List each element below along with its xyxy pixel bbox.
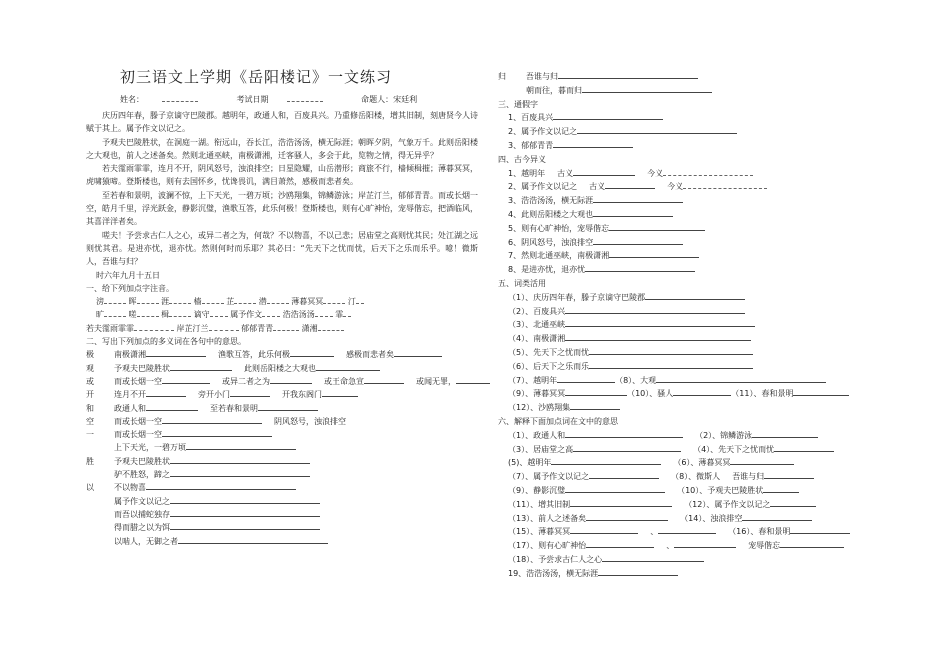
explain-phrase: （2）、锦鳞游泳 — [695, 430, 753, 440]
polysemy-phrase: 或闻无罪， — [416, 376, 456, 386]
answer-blank[interactable] — [742, 512, 812, 521]
explain-phrase: （8）、微斯人 — [671, 472, 721, 482]
answer-blank[interactable] — [605, 180, 655, 189]
polysemy-key: 开 — [86, 390, 94, 400]
answer-blank[interactable] — [593, 236, 683, 245]
jinyi-label: 今义 — [647, 168, 664, 178]
answer-blank[interactable] — [730, 456, 794, 465]
guyi-phrase: 2、属予作文以记之 — [508, 182, 578, 192]
answer-blank[interactable] — [663, 167, 753, 176]
guyi-row — [498, 208, 898, 222]
polysemy-phrase: 或王命急宣 — [324, 376, 364, 386]
guyi-phrase: 3、浩浩汤汤，横无际涯 — [508, 196, 594, 206]
answer-blank[interactable] — [170, 508, 320, 517]
answer-blank[interactable] — [170, 468, 310, 477]
polysemy-phrase: 而或长烟一空 — [114, 376, 162, 386]
answer-blank[interactable] — [553, 111, 663, 120]
answer-blank[interactable] — [565, 387, 627, 396]
answer-blank[interactable] — [645, 291, 745, 300]
guyi-label: 古义 — [557, 168, 574, 178]
guyi-phrase: 7、然则北通巫峡，南极潇湘 — [508, 251, 610, 261]
huoyong-row — [498, 305, 898, 319]
polysemy-row — [86, 388, 478, 401]
answer-blank[interactable] — [683, 180, 767, 189]
answer-blank[interactable] — [586, 512, 668, 521]
polysemy-phrase: 而或长烟一空 — [114, 416, 162, 426]
answer-blank[interactable] — [674, 539, 736, 548]
explain-phrase: （16）、春和景明 — [728, 527, 791, 537]
answer-blank[interactable] — [170, 495, 320, 504]
polysemy-phrase: 上下天光，一碧万顷 — [114, 443, 186, 453]
polysemy-phrase: 吾谁与归 — [526, 72, 558, 81]
polysemy-phrase: 阴风怒号，浊浪排空 — [274, 416, 346, 426]
author-label: 命题人：宋廷利 — [361, 95, 418, 104]
polysemy-row — [86, 455, 478, 468]
answer-blank[interactable] — [557, 374, 615, 383]
answer-blank[interactable] — [170, 362, 232, 371]
answer-blank[interactable] — [658, 525, 716, 534]
date-label: 考试日期 — [237, 95, 341, 104]
section-3-heading: 三、通假字 — [498, 99, 538, 109]
answer-blank[interactable] — [573, 443, 681, 452]
explain-phrase: （15）、薄暮冥冥 — [508, 527, 571, 537]
polysemy-row — [86, 428, 478, 441]
guyi-phrase: 8、是进亦忧，退亦忧 — [508, 265, 586, 275]
answer-blank[interactable] — [570, 525, 638, 534]
answer-blank[interactable] — [146, 348, 206, 357]
answer-blank[interactable] — [780, 539, 844, 548]
answer-blank[interactable] — [589, 470, 659, 479]
answer-blank[interactable] — [586, 539, 654, 548]
tongjia-row — [498, 125, 898, 139]
tongjia-phrase: 2、属予作文以记之 — [508, 127, 578, 137]
answer-blank[interactable] — [565, 318, 755, 327]
answer-blank[interactable] — [290, 348, 334, 357]
passage-paragraph: 予观夫巴陵胜状，在洞庭一湖。衔远山，吞长江，浩浩汤汤，横无际涯；朝晖夕阴，气象万千。此则岳阳楼之大观也，前人之述备矣。然则北通巫峡，南极潇湘，迁客骚人，多会于此，览物之情，得无异乎？ — [86, 137, 478, 160]
answer-blank[interactable] — [558, 70, 698, 79]
polysemy-key: 空 — [86, 416, 94, 426]
answer-blank[interactable] — [551, 456, 661, 465]
guyi-list — [498, 167, 898, 277]
meta-line — [120, 93, 478, 105]
huoyong-row — [498, 401, 898, 415]
polysemy-phrase: 或异二者之为 — [222, 376, 270, 386]
explain-phrase: (5)、越明年 — [508, 458, 552, 468]
answer-blank[interactable] — [316, 362, 380, 371]
answer-blank[interactable] — [793, 387, 849, 396]
answer-blank[interactable] — [146, 402, 198, 411]
tongjia-row — [498, 139, 898, 153]
explain-phrase: （18）、予尝求古仁人之心 — [508, 554, 603, 564]
polysemy-key: 极 — [86, 350, 94, 360]
polysemy-phrase: 予观夫巴陵胜状 — [114, 363, 170, 373]
jinyi-label: 今义 — [667, 182, 684, 192]
answer-blank[interactable] — [790, 525, 850, 534]
polysemy-row — [86, 535, 478, 548]
huoyong-phrase: （4）、南极潇湘 — [508, 334, 566, 344]
date-line: 时六年九月十五日 — [96, 270, 160, 280]
polysemy-phrase: 驴不胜怒，蹄之 — [114, 470, 170, 480]
answer-blank[interactable] — [170, 521, 320, 530]
answer-blank[interactable] — [656, 374, 826, 383]
polysemy-row — [86, 441, 478, 454]
explain-phrase: （13）、前人之述备矣 — [508, 513, 587, 523]
polysemy-row — [86, 362, 478, 375]
guyi-row — [498, 167, 898, 181]
answer-blank[interactable] — [394, 348, 442, 357]
huoyong-phrase: （11）、春和景明 — [731, 389, 794, 399]
answer-blank[interactable] — [162, 375, 210, 384]
polysemy-list — [86, 348, 478, 547]
explain-phrase: 宠辱偕忘 — [748, 541, 781, 551]
polysemy-row — [86, 468, 478, 481]
answer-blank[interactable] — [162, 415, 262, 424]
tongjia-list — [498, 111, 898, 152]
answer-blank[interactable] — [170, 455, 310, 464]
huoyong-row — [498, 346, 898, 360]
answer-blank[interactable] — [565, 305, 745, 314]
polysemy-phrase: 属予作文以记之 — [114, 496, 170, 506]
tongjia-row — [498, 111, 898, 125]
name-label: 姓名： — [120, 95, 216, 104]
guyi-row — [498, 222, 898, 236]
polysemy-phrase: 以啮人，无御之者 — [114, 536, 178, 546]
polysemy-row — [86, 481, 478, 494]
explain-phrase: 、 — [666, 541, 675, 551]
answer-blank[interactable] — [573, 167, 635, 176]
answer-blank[interactable] — [593, 194, 683, 203]
huoyong-phrase: （7）、越明年 — [508, 375, 558, 385]
answer-blank[interactable] — [146, 481, 296, 490]
answer-blank[interactable] — [609, 249, 699, 258]
answer-blank[interactable] — [146, 388, 186, 397]
huoyong-row — [498, 332, 898, 346]
answer-blank[interactable] — [585, 263, 695, 272]
explain-phrase: （11）、增其旧制 — [508, 499, 571, 509]
guyi-row — [498, 236, 898, 250]
answer-blank[interactable] — [230, 388, 270, 397]
explain-row — [498, 443, 898, 457]
section-1-heading: 一、给下列加点字注音。 — [86, 283, 174, 293]
answer-blank[interactable] — [270, 375, 312, 384]
polysemy-phrase: 连月不开 — [114, 390, 146, 400]
section-2-heading: 二、写出下列加点的多义词在各句中的意思。 — [86, 337, 246, 347]
explain-list — [498, 429, 898, 581]
polysemy-row — [86, 495, 478, 508]
explain-row — [498, 539, 898, 553]
explain-phrase: （10）、予观夫巴陵胜状 — [677, 485, 764, 495]
huoyong-phrase: （10）、骚人 — [627, 389, 674, 399]
explain-phrase: （17）、则有心旷神怡 — [508, 541, 587, 551]
polysemy-row — [86, 402, 478, 415]
answer-blank[interactable] — [570, 498, 672, 507]
polysemy-key: 一 — [86, 430, 94, 440]
answer-blank[interactable] — [589, 346, 753, 355]
huoyong-row — [498, 387, 898, 401]
guyi-row — [498, 263, 898, 277]
polysemy-key: 观 — [86, 363, 94, 373]
explain-phrase: （6）、薄暮冥冥 — [673, 458, 731, 468]
polysemy-key: 以 — [86, 483, 94, 493]
answer-blank[interactable] — [593, 208, 673, 217]
explain-phrase: （3）、居庙堂之高 — [508, 444, 574, 454]
explain-row — [498, 553, 898, 567]
polysemy-row — [86, 375, 478, 388]
polysemy-phrase: 不以物喜 — [114, 483, 146, 493]
polysemy-key: 胜 — [86, 456, 94, 466]
answer-blank[interactable] — [186, 441, 296, 450]
answer-blank[interactable] — [598, 567, 678, 576]
answer-blank[interactable] — [364, 375, 404, 384]
huoyong-phrase: （12）、沙鸥翔集 — [508, 403, 571, 413]
polysemy-phrase: 南极潇湘 — [114, 350, 146, 360]
pinyin-row: 旷 嗟 楫 谪守 属予作文 浩浩汤汤 霏 — [86, 308, 478, 321]
pinyin-row: 若夫霪雨霏霏 岸芷汀兰 郁郁青青 潇湘 — [86, 322, 478, 335]
huoyong-phrase: （1）、庆历四年春，滕子京谪守巴陵郡 — [508, 292, 646, 302]
polysemy-key: 和 — [86, 403, 94, 413]
answer-blank[interactable] — [565, 332, 751, 341]
answer-blank[interactable] — [609, 222, 705, 231]
passage-paragraph: 嗟夫！予尝求古仁人之心，或异二者之为，何哉？不以物喜，不以己悲；居庙堂之高则忧其民；处江湖之远则忧其君。是进亦忧，退亦忧。然则何时而乐耶？其必曰：“先天下之忧而忧，后天下之乐而乐乎。噫！微斯人，吾谁与归？ — [86, 230, 478, 267]
polysemy-phrase: 至若春和景明 — [210, 403, 258, 413]
guyi-phrase: 6、阴风怒号，浊浪排空 — [508, 237, 594, 247]
answer-blank[interactable] — [322, 388, 358, 397]
guyi-row — [498, 194, 898, 208]
explain-phrase: （14）、浊浪排空 — [680, 513, 743, 523]
polysemy-phrase: 渔歌互答，此乐何极 — [218, 350, 290, 360]
explain-phrase: （12）、属予作文以记之 — [684, 499, 771, 509]
explain-phrase: （7）、属予作文以记之 — [508, 472, 590, 482]
answer-blank[interactable] — [770, 498, 816, 507]
explain-row — [498, 567, 898, 581]
polysemy-phrase: 此则岳阳楼之大观也 — [244, 363, 316, 373]
polysemy-row — [498, 70, 898, 84]
huoyong-phrase: （5）、先天下之忧而忧 — [508, 347, 590, 357]
answer-blank[interactable] — [565, 429, 683, 438]
huoyong-row — [498, 374, 898, 388]
explain-row — [498, 470, 898, 484]
passage-paragraph: 若夫霪雨霏霏，连月不开，阴风怒号，浊浪排空；日星隐耀，山岳潜形；商旅不行，樯倾楫摧；薄暮冥冥，虎啸猿啼。登斯楼也，则有去国怀乡，忧谗畏讥，满目萧然，感极而悲者矣。 — [86, 164, 478, 187]
answer-blank[interactable] — [602, 553, 704, 562]
answer-blank[interactable] — [565, 484, 665, 493]
polysemy-phrase: 而或长烟一空 — [114, 430, 162, 440]
polysemy-row — [498, 84, 898, 98]
tongjia-phrase: 1、百废具兴 — [508, 113, 554, 123]
explain-row — [498, 456, 898, 470]
answer-blank[interactable] — [178, 535, 328, 544]
explain-phrase: （1）、政通人和 — [508, 430, 566, 440]
tongjia-phrase: 3、郁郁青青 — [508, 140, 554, 150]
huoyong-row — [498, 291, 898, 305]
answer-blank[interactable] — [456, 375, 490, 384]
guyi-phrase: 4、此则岳阳楼之大观也 — [508, 209, 594, 219]
answer-blank[interactable] — [763, 484, 799, 493]
explain-phrase: （4）、先天下之忧而忧 — [693, 444, 775, 454]
polysemy-continued — [498, 70, 898, 98]
explain-row — [498, 525, 898, 539]
polysemy-key: 或 — [86, 376, 94, 386]
explain-phrase: 19、浩浩汤汤，横无际涯 — [508, 568, 599, 578]
polysemy-phrase: 开我东阁门 — [282, 390, 322, 400]
polysemy-phrase: 得而腊之以为饵 — [114, 523, 170, 533]
section-4-heading: 四、古今异义 — [498, 154, 546, 164]
left-column — [86, 66, 478, 548]
huoyong-phrase: （3）、北通巫峡 — [508, 320, 566, 330]
guyi-phrase: 1、越明年 — [508, 168, 546, 178]
answer-blank[interactable] — [589, 360, 753, 369]
answer-blank[interactable] — [673, 387, 731, 396]
answer-blank[interactable] — [577, 125, 737, 134]
page-title: 初三语文上学期《岳阳楼记》一文练习 — [120, 68, 393, 86]
answer-blank[interactable] — [258, 402, 318, 411]
polysemy-phrase: 感极而悲者矣 — [346, 350, 394, 360]
guyi-phrase: 5、则有心旷神怡，宠辱偕忘 — [508, 223, 610, 233]
polysemy-row — [86, 415, 478, 428]
polysemy-phrase: 政通人和 — [114, 403, 146, 413]
explain-row — [498, 484, 898, 498]
section-6-heading: 六、解释下面加点词在文中的意思 — [498, 416, 618, 426]
section-5-heading: 五、词类活用 — [498, 278, 546, 288]
guyi-label: 古义 — [589, 182, 606, 192]
passage-paragraph: 至若春和景明，波澜不惊，上下天光，一碧万顷；沙鸥翔集，锦鳞游泳；岸芷汀兰，郁郁青青。而或长烟一空，皓月千里，浮光跃金，静影沉璧，渔歌互答，此乐何极！登斯楼也，则有心旷神怡，宠辱偕忘，把酒临风，其喜洋洋者矣。 — [86, 190, 478, 227]
explain-phrase: 吾谁与归 — [732, 472, 765, 482]
explain-phrase: 、 — [650, 527, 659, 537]
answer-blank[interactable] — [570, 401, 620, 410]
explain-row — [498, 498, 898, 512]
explain-row — [498, 429, 898, 443]
polysemy-phrase: 旁开小门 — [198, 390, 230, 400]
huoyong-row — [498, 360, 898, 374]
polysemy-row — [86, 348, 478, 361]
huoyong-phrase: （2）、百废具兴 — [508, 306, 566, 316]
huoyong-phrase: （6）、后天下之乐而乐 — [508, 361, 590, 371]
polysemy-row — [86, 508, 478, 521]
answer-blank[interactable] — [553, 139, 633, 148]
explain-phrase: （9）、静影沉璧 — [508, 485, 566, 495]
explain-row — [498, 512, 898, 526]
guyi-row — [498, 180, 898, 194]
guyi-row — [498, 249, 898, 263]
answer-blank[interactable] — [774, 443, 834, 452]
huoyong-phrase: （8）、大观 — [615, 375, 657, 385]
right-column — [498, 70, 898, 580]
huoyong-list — [498, 291, 898, 415]
pinyin-row: 滂 晖 涯 樯 芷 潜 薄暮冥冥 汀 — [86, 295, 478, 308]
polysemy-phrase: 而吾以捕蛇独存 — [114, 509, 170, 519]
huoyong-row — [498, 318, 898, 332]
polysemy-phrase: 予观夫巴陵胜状 — [114, 456, 170, 466]
polysemy-row — [86, 521, 478, 534]
huoyong-phrase: （9）、薄暮冥冥 — [508, 389, 566, 399]
polysemy-key: 归 — [498, 72, 506, 81]
passage-paragraph: 庆历四年春，滕子京谪守巴陵郡。越明年，政通人和，百废具兴。乃重修岳阳楼，增其旧制，刻唐贤今人诗赋于其上。属予作文以记之。 — [86, 111, 478, 134]
answer-blank[interactable] — [582, 84, 712, 93]
answer-blank[interactable] — [752, 429, 818, 438]
answer-blank[interactable] — [162, 428, 272, 437]
polysemy-phrase: 朝而往，暮而归 — [526, 85, 582, 95]
answer-blank[interactable] — [764, 470, 814, 479]
